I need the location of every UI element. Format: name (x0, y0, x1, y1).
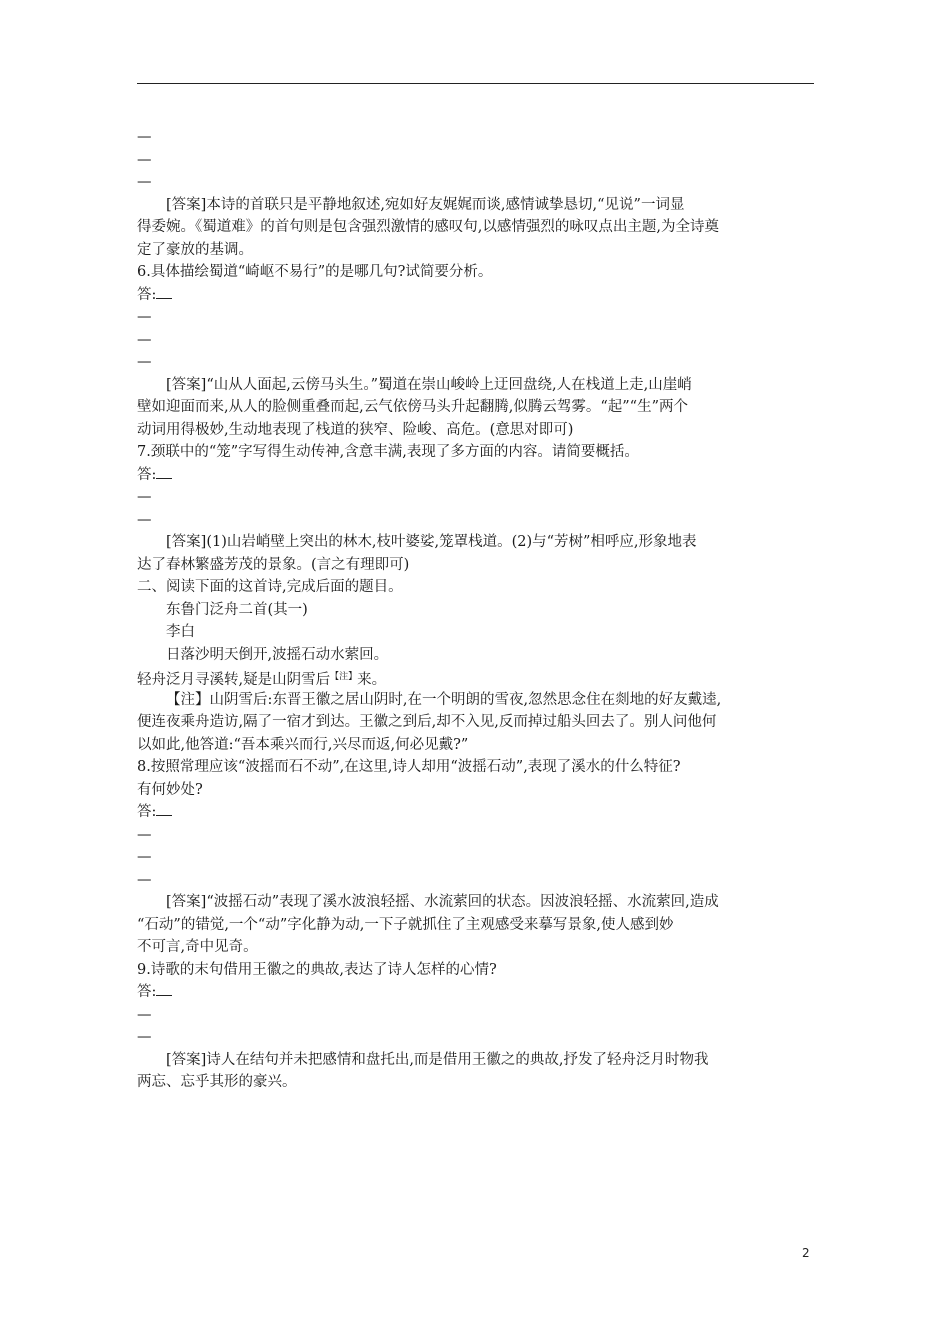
blank-line: — (137, 354, 152, 370)
blank-line: — (137, 826, 152, 843)
blank-line: — (137, 871, 152, 888)
note-line: 【注】山阴雪后:东晋王徽之居山阴时,在一个明朗的雪夜,忽然思念住在剡地的好友戴逵, (166, 691, 722, 708)
answer-8-line: 不可言,奇中见奇。 (137, 939, 258, 955)
header-rule (137, 83, 814, 84)
blank-line: — (137, 129, 152, 145)
poem-author: 李白 (166, 624, 195, 640)
blank-line: — (137, 511, 152, 528)
question-7: 7.颈联中的“笼”字写得生动传神,含意丰满,表现了多方面的内容。请简要概括。 (137, 444, 639, 460)
answer-prompt: 答: (137, 286, 157, 303)
blank-line: — (137, 309, 152, 325)
question-8-line: 有何妙处? (137, 781, 203, 798)
answer-prompt: 答: (137, 466, 157, 483)
blank-line: — (137, 1029, 152, 1045)
page-number: 2 (802, 1246, 810, 1260)
answer-7-line: [答案](1)山岩峭壁上突出的林木,枝叶婆娑,笼罩栈道。(2)与“芳树”相呼应,形象地表 (166, 534, 697, 550)
answer-prompt: 答: (137, 804, 157, 820)
answer-9-line: 两忘、忘乎其形的豪兴。 (137, 1074, 297, 1090)
blank-line: — (137, 489, 152, 505)
answer-6-line: [答案]“山从人面起,云傍马头生。”蜀道在崇山峻岭上迂回盘绕,人在栈道上走,山崖峭 (166, 376, 692, 393)
answer-field-6 (137, 284, 814, 307)
answer-field-9 (137, 981, 814, 1004)
answer-prompt: 答: (137, 984, 157, 1000)
poem-line-2: 轻舟泛月寻溪转,疑是山阴雪后$^{【注】}$来。 (137, 672, 387, 688)
section-2-heading: 二、阅读下面的这首诗,完成后面的题目。 (137, 579, 403, 595)
answer-underline (156, 466, 172, 479)
document-body (137, 126, 814, 1094)
answer-underline (156, 983, 172, 996)
note-marker: 【注】 (330, 672, 358, 682)
answer-5-line: [答案]本诗的首联只是平静地叙述,宛如好友娓娓而谈,感情诚挚恳切,“见说”一词显 (166, 196, 685, 213)
blank-line: — (137, 849, 152, 865)
question-6: 6.具体描绘蜀道“崎岖不易行”的是哪几句?试简要分析。 (137, 264, 493, 280)
poem-line-1: 日落沙明天倒开,波摇石动水萦回。 (166, 646, 389, 663)
blank-line: — (137, 1006, 152, 1023)
note-line: 以如此,他答道:“吾本乘兴而行,兴尽而返,何必见戴?” (137, 736, 469, 753)
note-line: 便连夜乘舟造访,隔了一宿才到达。王徽之到后,却不入见,反而掉过船头回去了。别人问他何 (137, 714, 717, 730)
answer-underline (156, 286, 172, 299)
answer-underline (156, 803, 172, 816)
blank-line: — (137, 331, 152, 348)
blank-line: — (137, 151, 152, 168)
answer-field-8 (137, 801, 814, 824)
answer-8-line: [答案]“波摇石动”表现了溪水波浪轻摇、水流萦回的状态。因波浪轻摇、水流萦回,造成 (166, 894, 719, 910)
answer-7-line: 达了春林繁盛芳茂的景象。(言之有理即可) (137, 556, 410, 573)
answer-9-line: [答案]诗人在结句并未把感情和盘托出,而是借用王徽之的典故,抒发了轻舟泛月时物我 (166, 1051, 709, 1068)
answer-5-line: 得委婉。《蜀道难》的首句则是包含强烈激情的感叹句,以感情强烈的咏叹点出主题,为全诗奠 (137, 219, 719, 235)
answer-5-line: 定了豪放的基调。 (137, 241, 253, 258)
poem-title: 东鲁门泛舟二首(其一) (166, 601, 308, 618)
answer-8-line: “石动”的错觉,一个“动”字化静为动,一下子就抓住了主观感受来摹写景象,使人感到妙 (137, 916, 674, 933)
question-9: 9.诗歌的末句借用王徽之的典故,表达了诗人怎样的心情? (137, 961, 497, 978)
answer-6-line: 壁如迎面而来,从人的脸侧重叠而起,云气依傍马头升起翻腾,似腾云驾雾。“起”“生”两个 (137, 399, 688, 415)
answer-6-line: 动词用得极妙,生动地表现了栈道的狭窄、险峻、高危。(意思对即可) (137, 421, 574, 438)
question-8-line: 8.按照常理应该“波摇而石不动”,在这里,诗人却用“波摇石动”,表现了溪水的什么特征? (137, 759, 681, 775)
blank-line: — (137, 174, 152, 190)
answer-field-7 (137, 464, 814, 487)
